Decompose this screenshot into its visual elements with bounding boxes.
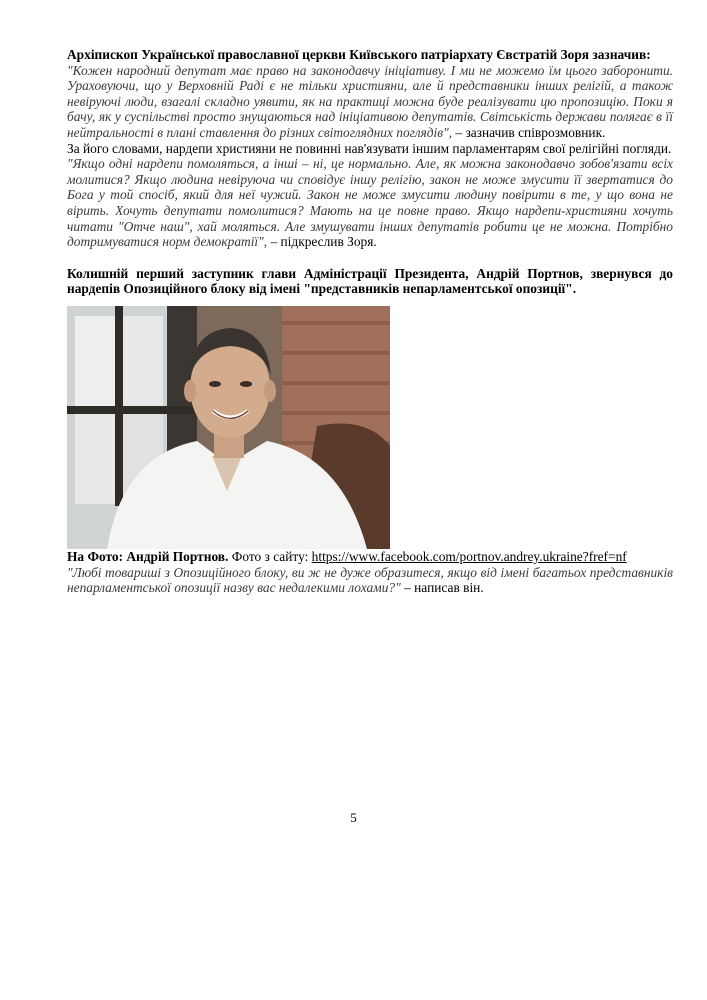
paragraph-plain: За його словами, нардепи християни не повинні нав'язувати іншим парламентарям свої релігійні погляди. bbox=[67, 140, 672, 156]
portrait-photo bbox=[67, 306, 390, 549]
caption-source-link[interactable]: https://www.facebook.com/portnov.andrey.ukraine?fref=nf bbox=[311, 548, 627, 564]
spacer bbox=[67, 250, 673, 266]
paragraph-heading-zorya: Архіпископ Української православної церкви Київського патріархату Євстратій Зоря зазначив: bbox=[67, 47, 651, 62]
photo-caption bbox=[67, 549, 673, 565]
quote-attribution: – підкреслив Зоря. bbox=[267, 234, 377, 250]
quote-text: "Якщо одні нардепи помоляться, а інші – ні, це нормально. Але, як можна законодавчо зобов'язати всіх молитися? Якщо людина невіруюча чи сповідує іншу релігію, закон не може змусити її звертатися до Бога у той спосіб, який для неї чужий. Закон не може змусити людину повірити в те, у що вона не вірить. Хочуть депутати помолитися? Мають на це повне право. Якщо нардепи-християни хочуть читати "Отче наш", хай моляться. Але змушувати інших депутатів робити це не можна. Потрібно дотримуватися норм демократії", bbox=[67, 156, 673, 250]
quote-zorya-2 bbox=[67, 156, 673, 250]
portrait-image bbox=[67, 306, 390, 549]
caption-label: На Фото: Андрій Портнов. bbox=[67, 548, 229, 564]
quote-portnov bbox=[67, 565, 673, 596]
quote-text: "Любі товариші з Опозиційного блоку, ви ж не дуже образитеся, якщо від імені багатьох представників непарламентської опозиції назву вас недалекими лохами?" bbox=[67, 564, 673, 596]
quote-text: "Кожен народний депутат має право на законодавчу ініціативу. І ми не можемо їм цього заборонити. Ураховуючи, що у Верховній Раді є не тільки християни, але й представники інших релігій, а також невіруючі люди, взагалі складно уявити, як на практиці можна буде реалізувати цю пропозицію. Поки я бачу, як у суспільстві просто знущаються над ініціативою депутатів. Світськість держави полягає в її нейтральності в плані ставлення до різних світоглядних поглядів", bbox=[67, 62, 673, 140]
caption-source-label: Фото з сайту: bbox=[228, 548, 312, 564]
quote-attribution: – зазначив співрозмовник. bbox=[452, 124, 606, 140]
quote-attribution: – написав він. bbox=[400, 580, 484, 596]
quote-zorya-1 bbox=[67, 63, 673, 141]
page-number: 5 bbox=[350, 810, 357, 825]
document-page bbox=[67, 47, 673, 596]
paragraph-heading-portnov: Колишній перший заступник глави Адміністрації Президента, Андрій Портнов, звернувся до нардепів Опозиційного блоку від імені "представників непарламентської опозиції". bbox=[67, 265, 673, 297]
